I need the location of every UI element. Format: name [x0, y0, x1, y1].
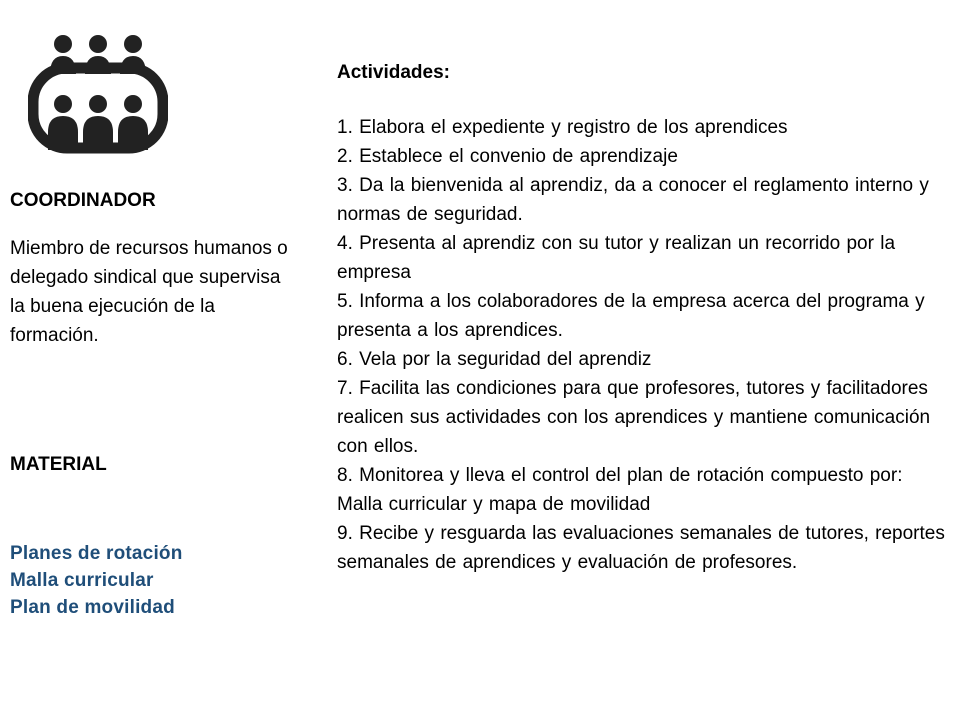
material-list — [10, 540, 183, 621]
activity-item: 6. Vela por la seguridad del aprendiz — [337, 349, 652, 370]
activity-item: 5. Informa a los colaboradores de la empresa acerca del programa y presenta a los aprendices. — [337, 291, 925, 341]
coordinator-description: Miembro de recursos humanos o delegado sindical que supervisa la buena ejecución de la formación. — [10, 238, 288, 346]
material-item: Plan de movilidad — [10, 597, 175, 618]
activity-item: 2. Establece el convenio de aprendizaje — [337, 146, 678, 167]
activity-item: 3. Da la bienvenida al aprendiz, da a conocer el reglamento interno y normas de seguridad. — [337, 175, 929, 225]
meeting-group-icon — [28, 30, 168, 160]
activity-item: 9. Recibe y resguarda las evaluaciones semanales de tutores, reportes semanales de aprendices y evaluación de profesores. — [337, 523, 945, 573]
material-heading: MATERIAL — [10, 454, 107, 475]
activity-item: 1. Elabora el expediente y registro de los aprendices — [337, 117, 788, 138]
coordinator-heading: COORDINADOR — [10, 190, 156, 211]
coordinator-section — [10, 188, 290, 350]
material-item: Malla curricular — [10, 570, 154, 591]
activities-list — [337, 113, 947, 577]
material-item: Planes de rotación — [10, 543, 183, 564]
activities-title: Actividades: — [337, 62, 450, 83]
activity-item: 4. Presenta al aprendiz con su tutor y realizan un recorrido por la empresa — [337, 233, 896, 283]
activity-item: 8. Monitorea y lleva el control del plan de rotación compuesto por: Malla curricular y mapa de movilidad — [337, 465, 903, 515]
activities-section — [337, 60, 947, 577]
activity-item: 7. Facilita las condiciones para que profesores, tutores y facilitadores realicen sus actividades con los aprendices y mantiene comunicación con ellos. — [337, 378, 931, 457]
